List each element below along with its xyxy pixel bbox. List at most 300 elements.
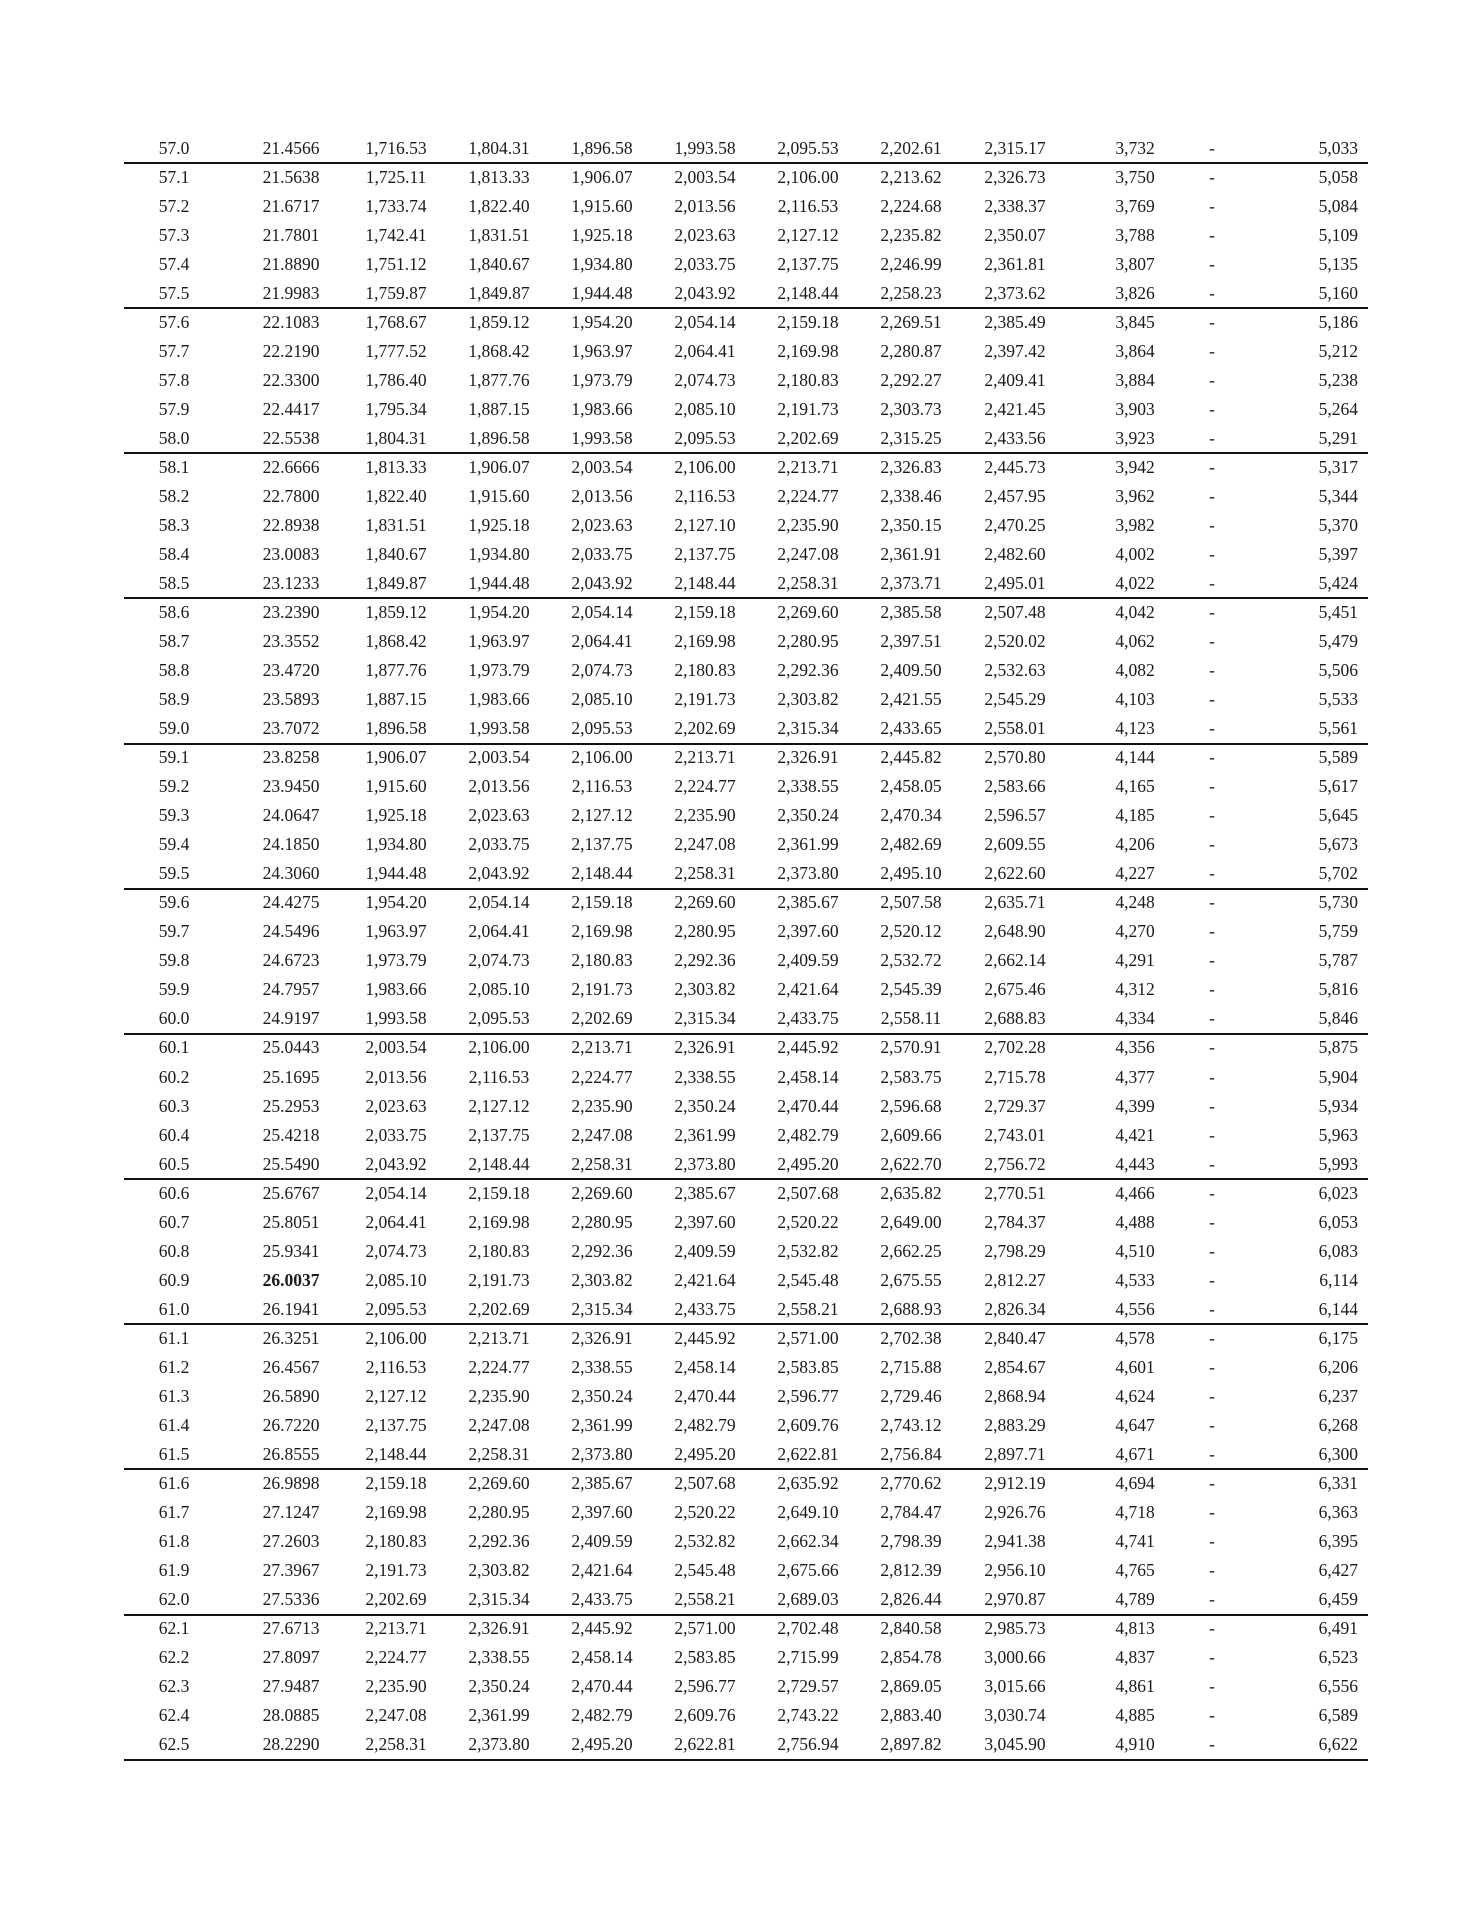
col-3-cell: 1,925.18 bbox=[365, 805, 427, 826]
col-4-cell: 2,202.69 bbox=[468, 1298, 530, 1319]
col-10-cell: 4,671 bbox=[1115, 1443, 1155, 1464]
dash-col-cell: - bbox=[1209, 225, 1215, 246]
col-10-cell: 4,312 bbox=[1115, 979, 1155, 1000]
total-col-cell: 6,363 bbox=[1318, 1501, 1358, 1522]
col-3-cell: 2,023.63 bbox=[365, 1095, 427, 1116]
dash-col-cell: - bbox=[1209, 1182, 1215, 1203]
row-group-divider bbox=[124, 743, 1368, 745]
col-5-cell: 2,180.83 bbox=[571, 950, 633, 971]
dash-col-cell: - bbox=[1209, 254, 1215, 275]
row-group-divider bbox=[124, 888, 1368, 890]
col-10-cell: 4,647 bbox=[1115, 1414, 1155, 1435]
value-col-cell: 57.6 bbox=[158, 312, 190, 333]
dash-col-cell: - bbox=[1209, 457, 1215, 478]
factor-col-cell: 22.5538 bbox=[262, 428, 320, 449]
col-4-cell: 1,868.42 bbox=[468, 341, 530, 362]
col-6-cell: 2,013.56 bbox=[674, 196, 736, 217]
col-8-cell: 2,622.70 bbox=[880, 1153, 942, 1174]
col-6-cell: 2,495.20 bbox=[674, 1443, 736, 1464]
value-col-cell: 59.5 bbox=[158, 863, 190, 884]
factor-col-cell: 27.2603 bbox=[262, 1530, 320, 1551]
value-col-cell: 60.2 bbox=[158, 1066, 190, 1087]
col-9-cell: 2,715.78 bbox=[984, 1066, 1046, 1087]
total-col-cell: 5,109 bbox=[1318, 225, 1358, 246]
col-7-cell: 2,622.81 bbox=[777, 1443, 839, 1464]
col-9-cell: 2,532.63 bbox=[984, 660, 1046, 681]
col-10-cell: 4,578 bbox=[1115, 1327, 1155, 1348]
col-3-cell: 2,191.73 bbox=[365, 1559, 427, 1580]
col-7-cell: 2,458.14 bbox=[777, 1066, 839, 1087]
dash-col-cell: - bbox=[1209, 1356, 1215, 1377]
col-5-cell: 2,054.14 bbox=[571, 602, 633, 623]
col-8-cell: 2,883.40 bbox=[880, 1704, 942, 1725]
col-4-cell: 2,338.55 bbox=[468, 1646, 530, 1667]
col-9-cell: 2,840.47 bbox=[984, 1327, 1046, 1348]
col-4-cell: 2,116.53 bbox=[468, 1066, 530, 1087]
col-5-cell: 1,983.66 bbox=[571, 399, 633, 420]
col-3-cell: 2,033.75 bbox=[365, 1124, 427, 1145]
col-4-cell: 2,303.82 bbox=[468, 1559, 530, 1580]
table-row bbox=[124, 1208, 1368, 1237]
col-8-cell: 2,258.23 bbox=[880, 283, 942, 304]
col-10-cell: 4,399 bbox=[1115, 1095, 1155, 1116]
value-col-cell: 57.8 bbox=[158, 370, 190, 391]
col-7-cell: 2,127.12 bbox=[777, 225, 839, 246]
col-5-cell: 2,303.82 bbox=[571, 1269, 633, 1290]
total-col-cell: 5,702 bbox=[1318, 863, 1358, 884]
col-10-cell: 4,718 bbox=[1115, 1501, 1155, 1522]
col-10-cell: 4,270 bbox=[1115, 921, 1155, 942]
factor-col-cell: 25.6767 bbox=[262, 1182, 320, 1203]
col-7-cell: 2,247.08 bbox=[777, 544, 839, 565]
col-8-cell: 2,373.71 bbox=[880, 573, 942, 594]
total-col-cell: 6,523 bbox=[1318, 1646, 1358, 1667]
col-9-cell: 2,662.14 bbox=[984, 950, 1046, 971]
col-9-cell: 2,826.34 bbox=[984, 1298, 1046, 1319]
col-4-cell: 1,906.07 bbox=[468, 457, 530, 478]
table-row bbox=[124, 1033, 1368, 1062]
col-5-cell: 2,191.73 bbox=[571, 979, 633, 1000]
col-3-cell: 2,224.77 bbox=[365, 1646, 427, 1667]
col-10-cell: 3,826 bbox=[1115, 283, 1155, 304]
total-col-cell: 5,424 bbox=[1318, 573, 1358, 594]
table-row bbox=[124, 975, 1368, 1004]
col-3-cell: 1,993.58 bbox=[365, 1008, 427, 1029]
col-10-cell: 3,732 bbox=[1115, 138, 1155, 158]
col-10-cell: 4,556 bbox=[1115, 1298, 1155, 1319]
dash-col-cell: - bbox=[1209, 718, 1215, 739]
col-3-cell: 1,877.76 bbox=[365, 660, 427, 681]
total-col-cell: 5,645 bbox=[1318, 805, 1358, 826]
factor-col-cell: 28.2290 bbox=[262, 1733, 320, 1754]
value-col-cell: 59.1 bbox=[158, 747, 190, 768]
value-col-cell: 59.3 bbox=[158, 805, 190, 826]
col-7-cell: 2,397.60 bbox=[777, 921, 839, 942]
dash-col-cell: - bbox=[1209, 486, 1215, 507]
col-3-cell: 2,095.53 bbox=[365, 1298, 427, 1319]
col-3-cell: 1,742.41 bbox=[365, 225, 427, 246]
col-4-cell: 2,043.92 bbox=[468, 863, 530, 884]
col-4-cell: 1,983.66 bbox=[468, 689, 530, 710]
total-col-cell: 5,730 bbox=[1318, 892, 1358, 913]
col-4-cell: 1,973.79 bbox=[468, 660, 530, 681]
col-5-cell: 2,280.95 bbox=[571, 1211, 633, 1232]
col-7-cell: 2,702.48 bbox=[777, 1617, 839, 1638]
factor-col-cell: 27.1247 bbox=[262, 1501, 320, 1522]
col-7-cell: 2,675.66 bbox=[777, 1559, 839, 1580]
col-7-cell: 2,495.20 bbox=[777, 1153, 839, 1174]
col-7-cell: 2,583.85 bbox=[777, 1356, 839, 1377]
col-4-cell: 2,191.73 bbox=[468, 1269, 530, 1290]
total-col-cell: 5,344 bbox=[1318, 486, 1358, 507]
col-5-cell: 1,973.79 bbox=[571, 370, 633, 391]
col-6-cell: 2,385.67 bbox=[674, 1182, 736, 1203]
col-6-cell: 2,361.99 bbox=[674, 1124, 736, 1145]
col-8-cell: 2,756.84 bbox=[880, 1443, 942, 1464]
col-3-cell: 1,759.87 bbox=[365, 283, 427, 304]
col-5-cell: 1,934.80 bbox=[571, 254, 633, 275]
col-6-cell: 2,127.10 bbox=[674, 515, 736, 536]
col-10-cell: 4,334 bbox=[1115, 1008, 1155, 1029]
col-7-cell: 2,148.44 bbox=[777, 283, 839, 304]
col-6-cell: 2,609.76 bbox=[674, 1704, 736, 1725]
dash-col-cell: - bbox=[1209, 1124, 1215, 1145]
col-9-cell: 2,570.80 bbox=[984, 747, 1046, 768]
total-col-cell: 5,904 bbox=[1318, 1066, 1358, 1087]
factor-col-cell: 26.4567 bbox=[262, 1356, 320, 1377]
table-row bbox=[124, 1353, 1368, 1382]
col-5-cell: 2,433.75 bbox=[571, 1588, 633, 1609]
col-8-cell: 2,675.55 bbox=[880, 1269, 942, 1290]
col-9-cell: 2,350.07 bbox=[984, 225, 1046, 246]
col-10-cell: 4,533 bbox=[1115, 1269, 1155, 1290]
col-3-cell: 1,822.40 bbox=[365, 486, 427, 507]
total-col-cell: 6,459 bbox=[1318, 1588, 1358, 1609]
col-9-cell: 2,868.94 bbox=[984, 1385, 1046, 1406]
col-8-cell: 2,897.82 bbox=[880, 1733, 942, 1754]
table-row bbox=[124, 540, 1368, 569]
col-6-cell: 2,247.08 bbox=[674, 834, 736, 855]
factor-col-cell: 22.3300 bbox=[262, 370, 320, 391]
col-7-cell: 2,169.98 bbox=[777, 341, 839, 362]
col-8-cell: 2,715.88 bbox=[880, 1356, 942, 1377]
col-10-cell: 4,144 bbox=[1115, 747, 1155, 768]
factor-col-cell: 27.6713 bbox=[262, 1617, 320, 1638]
col-7-cell: 2,269.60 bbox=[777, 602, 839, 623]
col-4-cell: 2,159.18 bbox=[468, 1182, 530, 1203]
col-10-cell: 4,443 bbox=[1115, 1153, 1155, 1174]
col-3-cell: 1,768.67 bbox=[365, 312, 427, 333]
col-8-cell: 2,532.72 bbox=[880, 950, 942, 971]
total-col-cell: 5,370 bbox=[1318, 515, 1358, 536]
col-4-cell: 2,247.08 bbox=[468, 1414, 530, 1435]
factor-col-cell: 24.1850 bbox=[262, 834, 320, 855]
col-6-cell: 2,023.63 bbox=[674, 225, 736, 246]
col-8-cell: 2,609.66 bbox=[880, 1124, 942, 1145]
col-4-cell: 2,235.90 bbox=[468, 1385, 530, 1406]
col-10-cell: 4,789 bbox=[1115, 1588, 1155, 1609]
col-6-cell: 2,235.90 bbox=[674, 805, 736, 826]
col-10-cell: 3,807 bbox=[1115, 254, 1155, 275]
factor-col-cell: 23.1233 bbox=[262, 573, 320, 594]
table-row bbox=[124, 1440, 1368, 1469]
col-7-cell: 2,303.82 bbox=[777, 689, 839, 710]
col-10-cell: 3,884 bbox=[1115, 370, 1155, 391]
col-4-cell: 1,934.80 bbox=[468, 544, 530, 565]
col-8-cell: 2,812.39 bbox=[880, 1559, 942, 1580]
col-6-cell: 2,583.85 bbox=[674, 1646, 736, 1667]
col-8-cell: 2,326.83 bbox=[880, 457, 942, 478]
col-3-cell: 1,751.12 bbox=[365, 254, 427, 275]
col-9-cell: 2,812.27 bbox=[984, 1269, 1046, 1290]
col-10-cell: 4,488 bbox=[1115, 1211, 1155, 1232]
col-10-cell: 3,962 bbox=[1115, 486, 1155, 507]
col-9-cell: 3,000.66 bbox=[984, 1646, 1046, 1667]
dash-col-cell: - bbox=[1209, 341, 1215, 362]
col-8-cell: 2,421.55 bbox=[880, 689, 942, 710]
col-9-cell: 2,970.87 bbox=[984, 1588, 1046, 1609]
col-6-cell: 2,338.55 bbox=[674, 1066, 736, 1087]
dash-col-cell: - bbox=[1209, 1385, 1215, 1406]
col-9-cell: 2,912.19 bbox=[984, 1472, 1046, 1493]
table-row bbox=[124, 1527, 1368, 1556]
col-6-cell: 2,532.82 bbox=[674, 1530, 736, 1551]
factor-col-cell: 25.4218 bbox=[262, 1124, 320, 1145]
total-col-cell: 6,083 bbox=[1318, 1240, 1358, 1261]
col-7-cell: 2,191.73 bbox=[777, 399, 839, 420]
total-col-cell: 5,846 bbox=[1318, 1008, 1358, 1029]
col-9-cell: 2,635.71 bbox=[984, 892, 1046, 913]
col-3-cell: 1,963.97 bbox=[365, 921, 427, 942]
col-9-cell: 2,545.29 bbox=[984, 689, 1046, 710]
col-7-cell: 2,258.31 bbox=[777, 573, 839, 594]
col-8-cell: 2,545.39 bbox=[880, 979, 942, 1000]
col-3-cell: 2,064.41 bbox=[365, 1211, 427, 1232]
col-4-cell: 2,180.83 bbox=[468, 1240, 530, 1261]
dash-col-cell: - bbox=[1209, 921, 1215, 942]
total-col-cell: 5,673 bbox=[1318, 834, 1358, 855]
table-row bbox=[124, 801, 1368, 830]
factor-col-cell: 25.0443 bbox=[262, 1037, 320, 1058]
col-5-cell: 2,074.73 bbox=[571, 660, 633, 681]
col-5-cell: 2,224.77 bbox=[571, 1066, 633, 1087]
value-col-cell: 62.2 bbox=[158, 1646, 190, 1667]
col-9-cell: 2,798.29 bbox=[984, 1240, 1046, 1261]
value-col-cell: 58.6 bbox=[158, 602, 190, 623]
col-8-cell: 2,826.44 bbox=[880, 1588, 942, 1609]
col-5-cell: 2,421.64 bbox=[571, 1559, 633, 1580]
col-5-cell: 2,095.53 bbox=[571, 718, 633, 739]
col-7-cell: 2,756.94 bbox=[777, 1733, 839, 1754]
col-5-cell: 2,409.59 bbox=[571, 1530, 633, 1551]
col-9-cell: 2,729.37 bbox=[984, 1095, 1046, 1116]
table-row bbox=[124, 366, 1368, 395]
col-5-cell: 1,963.97 bbox=[571, 341, 633, 362]
table-row bbox=[124, 308, 1368, 337]
total-col-cell: 5,186 bbox=[1318, 312, 1358, 333]
col-6-cell: 2,213.71 bbox=[674, 747, 736, 768]
total-col-cell: 5,058 bbox=[1318, 167, 1358, 188]
col-4-cell: 1,944.48 bbox=[468, 573, 530, 594]
dash-col-cell: - bbox=[1209, 1269, 1215, 1290]
table-row bbox=[124, 1730, 1368, 1759]
col-8-cell: 2,635.82 bbox=[880, 1182, 942, 1203]
col-9-cell: 2,495.01 bbox=[984, 573, 1046, 594]
col-5-cell: 2,213.71 bbox=[571, 1037, 633, 1058]
col-6-cell: 2,507.68 bbox=[674, 1472, 736, 1493]
row-group-divider bbox=[124, 1468, 1368, 1470]
dash-col-cell: - bbox=[1209, 399, 1215, 420]
value-col-cell: 62.0 bbox=[158, 1588, 190, 1609]
table-row bbox=[124, 1004, 1368, 1033]
table-row bbox=[124, 424, 1368, 453]
col-9-cell: 2,688.83 bbox=[984, 1008, 1046, 1029]
dash-col-cell: - bbox=[1209, 979, 1215, 1000]
factor-col-cell: 21.4566 bbox=[262, 138, 320, 158]
value-col-cell: 61.3 bbox=[158, 1385, 190, 1406]
total-col-cell: 6,206 bbox=[1318, 1356, 1358, 1377]
col-5-cell: 2,385.67 bbox=[571, 1472, 633, 1493]
table-row bbox=[124, 888, 1368, 917]
col-7-cell: 2,361.99 bbox=[777, 834, 839, 855]
col-7-cell: 2,649.10 bbox=[777, 1501, 839, 1522]
value-col-cell: 61.9 bbox=[158, 1559, 190, 1580]
value-col-cell: 58.1 bbox=[158, 457, 190, 478]
value-col-cell: 60.1 bbox=[158, 1037, 190, 1058]
dash-col-cell: - bbox=[1209, 747, 1215, 768]
total-col-cell: 5,479 bbox=[1318, 631, 1358, 652]
col-4-cell: 2,085.10 bbox=[468, 979, 530, 1000]
col-4-cell: 1,849.87 bbox=[468, 283, 530, 304]
factor-col-cell: 25.1695 bbox=[262, 1066, 320, 1087]
factor-col-cell: 25.2953 bbox=[262, 1095, 320, 1116]
total-col-cell: 5,135 bbox=[1318, 254, 1358, 275]
row-group-divider bbox=[124, 1759, 1368, 1761]
dash-col-cell: - bbox=[1209, 1675, 1215, 1696]
total-col-cell: 6,331 bbox=[1318, 1472, 1358, 1493]
total-col-cell: 5,212 bbox=[1318, 341, 1358, 362]
col-4-cell: 2,213.71 bbox=[468, 1327, 530, 1348]
table-row bbox=[124, 685, 1368, 714]
table-row bbox=[124, 453, 1368, 482]
col-8-cell: 2,202.61 bbox=[880, 138, 942, 158]
col-6-cell: 2,269.60 bbox=[674, 892, 736, 913]
col-3-cell: 2,106.00 bbox=[365, 1327, 427, 1348]
col-9-cell: 2,457.95 bbox=[984, 486, 1046, 507]
col-7-cell: 2,470.44 bbox=[777, 1095, 839, 1116]
col-6-cell: 2,622.81 bbox=[674, 1733, 736, 1754]
factor-col-cell: 23.9450 bbox=[262, 776, 320, 797]
total-col-cell: 5,033 bbox=[1318, 138, 1358, 158]
col-4-cell: 1,840.67 bbox=[468, 254, 530, 275]
col-4-cell: 2,127.12 bbox=[468, 1095, 530, 1116]
total-col-cell: 6,114 bbox=[1319, 1269, 1358, 1290]
col-7-cell: 2,095.53 bbox=[777, 138, 839, 158]
value-col-cell: 61.0 bbox=[158, 1298, 190, 1319]
col-10-cell: 4,377 bbox=[1115, 1066, 1155, 1087]
table-row bbox=[124, 1266, 1368, 1295]
col-10-cell: 4,694 bbox=[1115, 1472, 1155, 1493]
col-5-cell: 1,944.48 bbox=[571, 283, 633, 304]
factor-col-cell: 21.6717 bbox=[262, 196, 320, 217]
col-5-cell: 2,127.12 bbox=[571, 805, 633, 826]
col-6-cell: 2,292.36 bbox=[674, 950, 736, 971]
total-col-cell: 6,144 bbox=[1318, 1298, 1358, 1319]
total-col-cell: 6,268 bbox=[1318, 1414, 1358, 1435]
factor-col-cell: 24.5496 bbox=[262, 921, 320, 942]
col-7-cell: 2,507.68 bbox=[777, 1182, 839, 1203]
col-6-cell: 2,280.95 bbox=[674, 921, 736, 942]
total-col-cell: 5,589 bbox=[1318, 747, 1358, 768]
col-8-cell: 2,350.15 bbox=[880, 515, 942, 536]
dash-col-cell: - bbox=[1209, 1733, 1215, 1754]
col-8-cell: 2,433.65 bbox=[880, 718, 942, 739]
dash-col-cell: - bbox=[1209, 573, 1215, 594]
col-3-cell: 1,725.11 bbox=[365, 167, 427, 188]
col-4-cell: 2,095.53 bbox=[468, 1008, 530, 1029]
col-5-cell: 2,373.80 bbox=[571, 1443, 633, 1464]
col-5-cell: 2,106.00 bbox=[571, 747, 633, 768]
table-row bbox=[124, 1324, 1368, 1353]
table-row bbox=[124, 1092, 1368, 1121]
col-10-cell: 3,864 bbox=[1115, 341, 1155, 362]
col-10-cell: 4,910 bbox=[1115, 1733, 1155, 1754]
col-6-cell: 2,148.44 bbox=[674, 573, 736, 594]
col-9-cell: 2,421.45 bbox=[984, 399, 1046, 420]
value-col-cell: 58.7 bbox=[158, 631, 190, 652]
factor-col-cell: 24.6723 bbox=[262, 950, 320, 971]
col-10-cell: 4,165 bbox=[1115, 776, 1155, 797]
row-group-divider bbox=[124, 1178, 1368, 1180]
col-6-cell: 2,043.92 bbox=[674, 283, 736, 304]
factor-col-cell: 26.9898 bbox=[262, 1472, 320, 1493]
col-5-cell: 2,202.69 bbox=[571, 1008, 633, 1029]
value-col-cell: 60.4 bbox=[158, 1124, 190, 1145]
col-6-cell: 2,303.82 bbox=[674, 979, 736, 1000]
total-col-cell: 6,175 bbox=[1318, 1327, 1358, 1348]
col-6-cell: 2,421.64 bbox=[674, 1269, 736, 1290]
col-6-cell: 2,137.75 bbox=[674, 544, 736, 565]
col-4-cell: 1,877.76 bbox=[468, 370, 530, 391]
col-8-cell: 2,246.99 bbox=[880, 254, 942, 275]
col-10-cell: 4,022 bbox=[1115, 573, 1155, 594]
col-5-cell: 2,397.60 bbox=[571, 1501, 633, 1522]
table-row bbox=[124, 598, 1368, 627]
col-4-cell: 2,373.80 bbox=[468, 1733, 530, 1754]
table-row bbox=[124, 1701, 1368, 1730]
table-row bbox=[124, 511, 1368, 540]
col-8-cell: 2,385.58 bbox=[880, 602, 942, 623]
col-5-cell: 2,247.08 bbox=[571, 1124, 633, 1145]
col-6-cell: 2,520.22 bbox=[674, 1501, 736, 1522]
col-5-cell: 2,338.55 bbox=[571, 1356, 633, 1377]
total-col-cell: 5,816 bbox=[1318, 979, 1358, 1000]
col-4-cell: 2,315.34 bbox=[468, 1588, 530, 1609]
col-6-cell: 2,409.59 bbox=[674, 1240, 736, 1261]
factor-col-cell: 22.6666 bbox=[262, 457, 320, 478]
table-row bbox=[124, 1672, 1368, 1701]
col-5-cell: 1,906.07 bbox=[571, 167, 633, 188]
col-5-cell: 2,116.53 bbox=[571, 776, 633, 797]
col-4-cell: 2,361.99 bbox=[468, 1704, 530, 1725]
col-10-cell: 3,903 bbox=[1115, 399, 1155, 420]
dash-col-cell: - bbox=[1209, 1472, 1215, 1493]
col-10-cell: 3,788 bbox=[1115, 225, 1155, 246]
factor-col-cell: 26.5890 bbox=[262, 1385, 320, 1406]
col-7-cell: 2,715.99 bbox=[777, 1646, 839, 1667]
col-8-cell: 2,583.75 bbox=[880, 1066, 942, 1087]
col-4-cell: 1,963.97 bbox=[468, 631, 530, 652]
